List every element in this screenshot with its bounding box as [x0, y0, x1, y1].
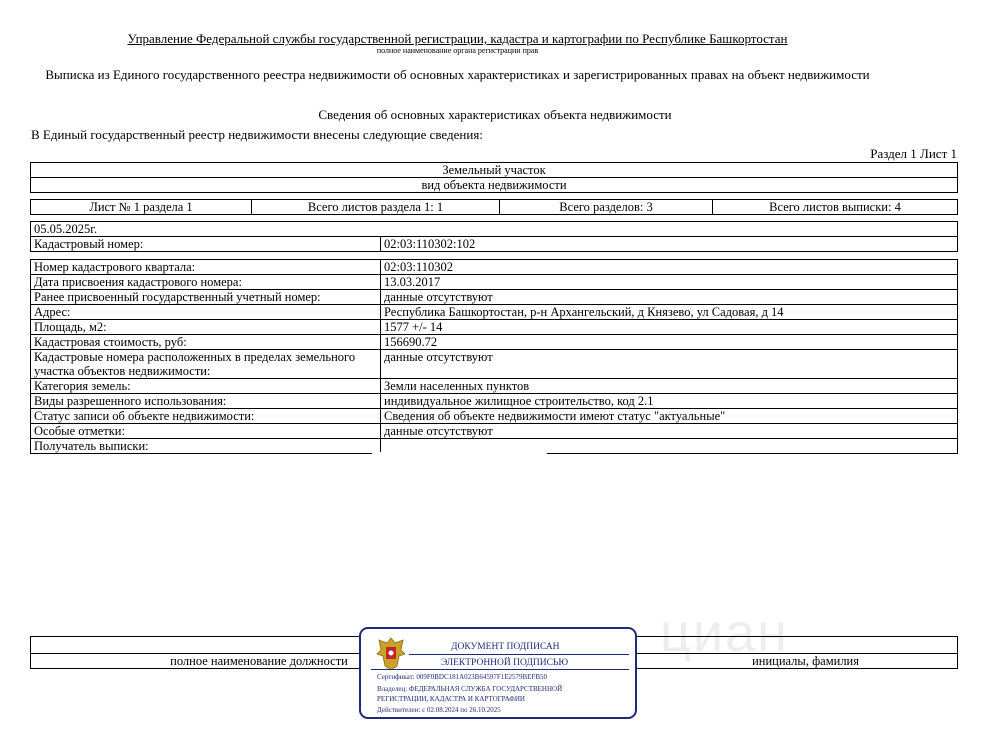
stamp-owner: Владелец: ФЕДЕРАЛЬНАЯ СЛУЖБА ГОСУДАРСТВЕННОЙ	[377, 685, 563, 693]
position-caption: полное наименование должности	[31, 654, 488, 669]
stamp-owner-continued: РЕГИСТРАЦИИ, КАДАСТРА И КАРТОГРАФИИ	[377, 695, 525, 703]
table-row	[31, 379, 958, 394]
redaction-mask	[372, 452, 547, 466]
intro-text: В Единый государственный реестр недвижимости внесены следующие сведения:	[31, 127, 483, 142]
row-label: Адрес:	[31, 305, 381, 320]
row-value: данные отсутствуют	[381, 350, 958, 379]
table-row	[31, 290, 958, 305]
row-label: Получатель выписки:	[31, 439, 381, 454]
row-value: 1577 +/- 14	[381, 320, 958, 335]
stamp-line-1: ДОКУМЕНТ ПОДПИСАН	[451, 642, 560, 652]
object-type-table	[30, 162, 958, 193]
table-row	[31, 305, 958, 320]
extract-date: 05.05.2025г.	[31, 222, 958, 237]
table-row	[31, 409, 958, 424]
sheets-table	[30, 199, 958, 215]
row-value: Земли населенных пунктов	[381, 379, 958, 394]
table-row	[31, 424, 958, 439]
stamp-line-2: ЭЛЕКТРОННОЙ ПОДПИСЬЮ	[441, 658, 569, 668]
watermark: циан	[660, 603, 789, 663]
row-label: Ранее присвоенный государственный учетный номер:	[31, 290, 381, 305]
object-type-caption: вид объекта недвижимости	[31, 178, 958, 193]
table-row	[31, 260, 958, 275]
document-subtitle: Сведения об основных характеристиках объекта недвижимости	[318, 107, 672, 122]
stamp-certificate: Сертификат: 009F0BDC181A023B64597F1E2579BEFB50	[377, 673, 548, 681]
row-label: Кадастровые номера расположенных в пределах земельного участка объектов недвижимости:	[31, 350, 381, 379]
extract-sheets-total: Всего листов выписки: 4	[713, 200, 958, 215]
row-label: Виды разрешенного использования:	[31, 394, 381, 409]
row-label: Кадастровая стоимость, руб:	[31, 335, 381, 350]
section-label: Раздел 1 Лист 1	[870, 146, 957, 161]
row-label: Площадь, м2:	[31, 320, 381, 335]
agency-name: Управление Федеральной службы государственной регистрации, кадастра и картографии по Республике Башкортостан	[127, 31, 788, 46]
e-signature-stamp	[359, 627, 637, 719]
document-title: Выписка из Единого государственного реестра недвижимости об основных характеристиках и зарегистрированных правах на объект недвижимости	[45, 67, 870, 82]
table-row	[31, 350, 958, 379]
initials-caption: инициалы, фамилия	[488, 654, 958, 669]
row-label: Статус записи об объекте недвижимости:	[31, 409, 381, 424]
row-value: Республика Башкортостан, р-н Архангельский, д Князево, ул Садовая, д 14	[381, 305, 958, 320]
section-sheets-total: Всего листов раздела 1: 1	[252, 200, 500, 215]
row-value: 156690.72	[381, 335, 958, 350]
row-label: Номер кадастрового квартала:	[31, 260, 381, 275]
row-label: Категория земель:	[31, 379, 381, 394]
cadastral-table	[30, 221, 958, 252]
row-value: индивидуальное жилищное строительство, код 2.1	[381, 394, 958, 409]
row-value: данные отсутствуют	[381, 290, 958, 305]
table-row	[31, 320, 958, 335]
cadastral-number-label: Кадастровый номер:	[31, 237, 381, 252]
sections-total: Всего разделов: 3	[500, 200, 713, 215]
coat-of-arms-icon	[375, 634, 407, 677]
characteristics-table	[30, 259, 958, 454]
row-value: 02:03:110302	[381, 260, 958, 275]
agency-caption: полное наименование органа регистрации прав	[376, 46, 539, 55]
row-label: Дата присвоения кадастрового номера:	[31, 275, 381, 290]
row-value: 13.03.2017	[381, 275, 958, 290]
table-row	[31, 335, 958, 350]
object-type: Земельный участок	[31, 163, 958, 178]
table-row	[31, 394, 958, 409]
cadastral-number-value: 02:03:110302:102	[381, 237, 958, 252]
row-label: Особые отметки:	[31, 424, 381, 439]
row-value: данные отсутствуют	[381, 424, 958, 439]
stamp-validity: Действителен: с 02.08.2024 по 26.10.2025	[377, 706, 501, 714]
sheet-number: Лист № 1 раздела 1	[31, 200, 252, 215]
table-row	[31, 275, 958, 290]
row-value: Сведения об объекте недвижимости имеют статус "актуальные"	[381, 409, 958, 424]
